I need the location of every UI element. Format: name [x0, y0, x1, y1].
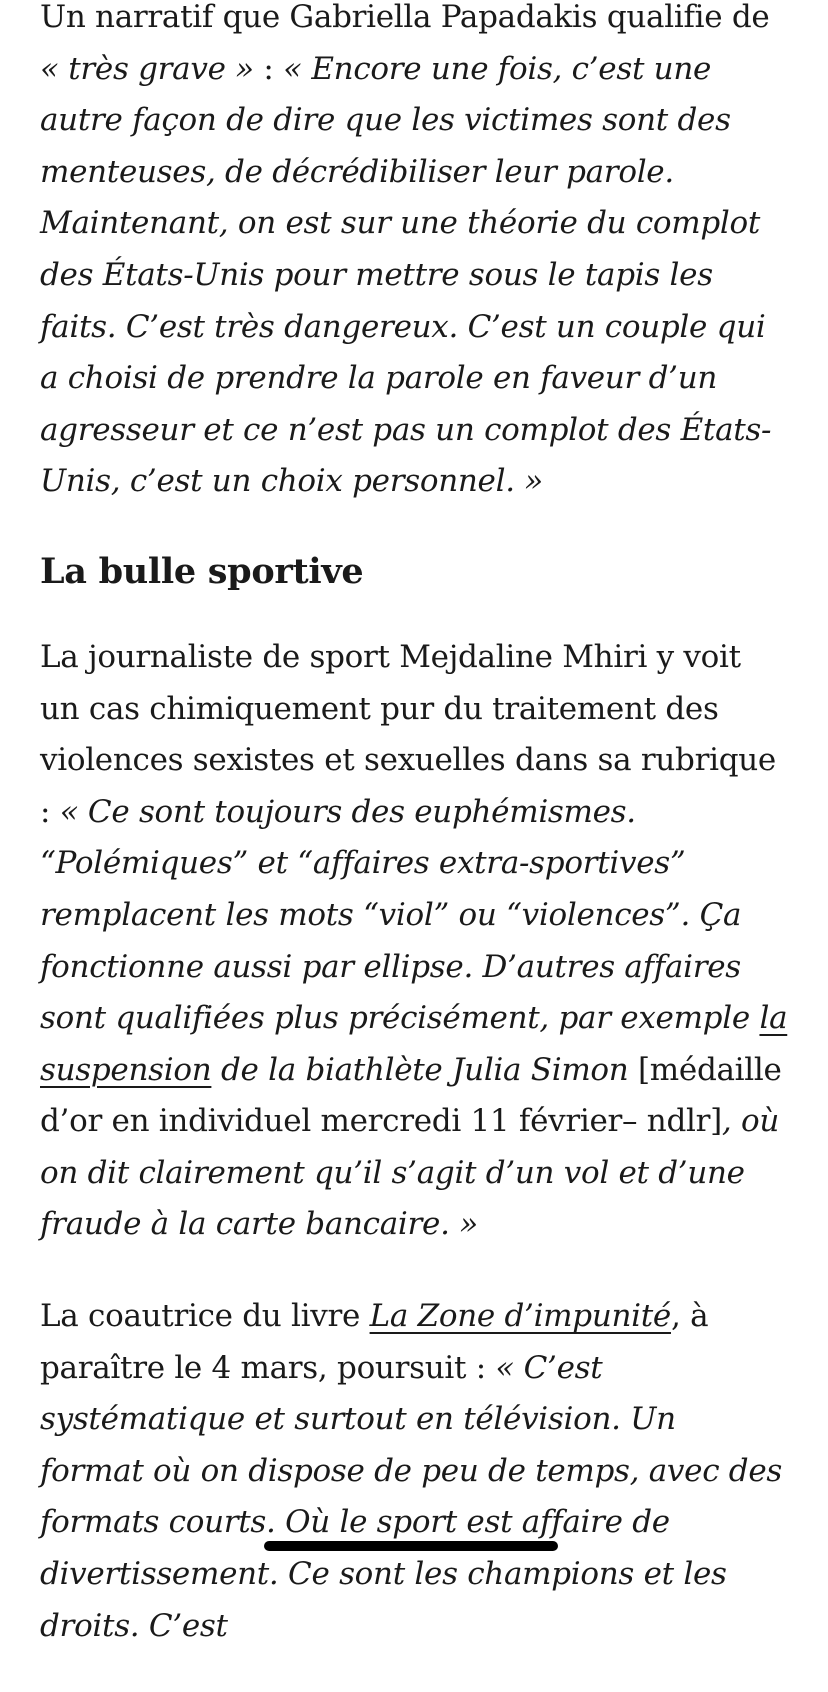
paragraph-text: La journaliste de sport Mejdaline Mhiri y voit un cas chimiquement pur du traitement des violences sexistes et sexuelles dans sa rubrique :: [40, 638, 776, 830]
article-body: [40, 0, 788, 1692]
link-book-la-zone-dimpunite[interactable]: La Zone d’impunité: [369, 1298, 671, 1335]
section-heading: La bulle sportive: [40, 550, 364, 592]
quote-mhiri-part3: , où on dit clairement qu’il s’agit d’un vol et d’une fraude à la carte bancaire. »: [40, 1103, 780, 1243]
editor-note: [médaille d’or en individuel mercredi 11 février– ndlr]: [40, 1051, 782, 1140]
home-indicator-bar[interactable]: [264, 1541, 558, 1551]
quote-mhiri-part1: « Ce sont toujours des euphémismes. “Polémiques” et “affaires extra-sportives” remplacent les mots “viol” ou “violences”. Ça fonctionne aussi par ellipse. D’autres affaires sont qualifiées plus précisément, par exemple: [40, 793, 760, 1037]
quote-tres-grave: « très grave »: [40, 50, 254, 87]
paragraph-papadakis-quote: [40, 0, 788, 508]
quote-coautrice: « C’est systématique et surtout en télévision. Un format où on dispose de peu de temps, avec des formats courts. Où le sport est affaire de divertissement. Ce sont les champions et les droits. C’est: [40, 1349, 783, 1644]
paragraph-coautrice: [40, 1291, 788, 1652]
paragraph-text: Un narratif que Gabriella Papadakis qualifie de: [40, 0, 770, 35]
paragraph-text-mid: , à paraître le 4 mars, poursuit :: [40, 1298, 709, 1386]
paragraph-text: La coautrice du livre: [40, 1298, 370, 1335]
link-la-suspension[interactable]: la suspension: [40, 1000, 788, 1088]
colon-text: :: [253, 50, 284, 87]
quote-papadakis: « Encore une fois, c’est une autre façon de dire que les victimes sont des menteuses, de décrédibiliser leur parole. Maintenant, on est sur une théorie du complot des États-Unis pour mettre sous le tapis les faits. C’est très dangereux. C’est un couple qui a choisi de prendre la parole en faveur d’un agresseur et ce n’est pas un complot des États-Unis, c’est un choix personnel. »: [40, 50, 772, 500]
paragraph-mhiri: [40, 632, 788, 1251]
quote-mhiri-part2: de la biathlète Julia Simon: [211, 1051, 639, 1088]
